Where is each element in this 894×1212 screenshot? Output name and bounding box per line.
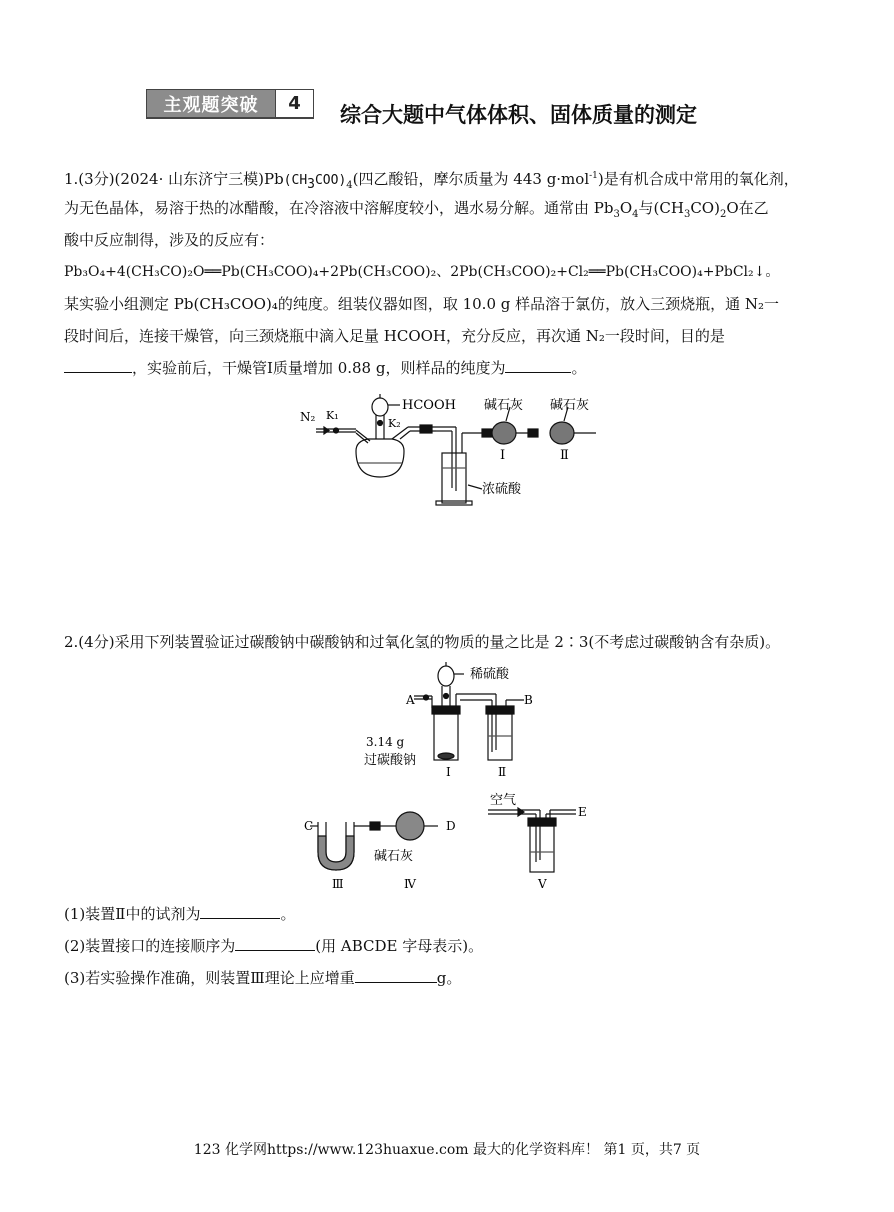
label-port-a: A xyxy=(406,693,415,707)
q2-sub-1: (1)装置Ⅱ中的试剂为 。 xyxy=(64,905,296,923)
answer-blank-1[interactable] xyxy=(64,358,132,373)
label-sample-mass: 3.14 g xyxy=(366,735,405,749)
page-title: 综合大题中气体体积、固体质量的测定 xyxy=(340,103,697,127)
label-tube-1: Ⅰ xyxy=(500,448,506,463)
label-port-c: C xyxy=(304,819,314,833)
apparatus-figure-2 xyxy=(360,660,550,780)
label-lime-1: 碱石灰 xyxy=(484,398,524,413)
label-bottle-5: Ⅴ xyxy=(538,877,547,891)
answer-blank-3[interactable] xyxy=(200,904,280,919)
q1-line-7: ，实验前后，干燥管Ⅰ质量增加 0.88 g，则样品的纯度为 。 xyxy=(64,358,586,378)
label-conc-sulfuric: 浓硫酸 xyxy=(482,482,522,497)
apparatus-figure-4 xyxy=(484,790,594,892)
label-lime: 碱石灰 xyxy=(374,849,414,864)
label-dilute-sulfuric: 稀硫酸 xyxy=(470,667,510,682)
q1-line-5: 某实验小组测定 Pb(CH₃COO)₄的纯度。组装仪器如图，取 10.0 g 样品溶于氯仿，放入三颈烧瓶，通 N₂一 xyxy=(64,295,780,313)
apparatus-figure-3 xyxy=(304,796,468,892)
q1-line-6: 段时间后，连接干燥管，向三颈烧瓶中滴入足量 HCOOH，充分反应，再次通 N₂一段时间，目的是 xyxy=(64,327,725,345)
label-lime-2: 碱石灰 xyxy=(550,398,590,413)
label-k1: K₁ xyxy=(326,409,339,422)
label-bottle-1: Ⅰ xyxy=(446,765,451,779)
q1-line-2: 为无色晶体，易溶于热的冰醋酸，在冷溶液中溶解度较小，遇水易分解。通常由 $Pb_3O_4$与$(CH_3CO)_2O$在乙 xyxy=(64,199,769,220)
q1-equation: Pb₃O₄+4(CH₃CO)₂O══Pb(CH₃COO)₄+2Pb(CH₃COO)₂、2Pb(CH₃COO)₂+Cl₂══Pb(CH₃COO)₄+PbCl₂↓。 xyxy=(64,264,780,280)
q2-sub-2: (2)装置接口的连接顺序为 (用 ABCDE 字母表示)。 xyxy=(64,937,484,955)
answer-blank-5[interactable] xyxy=(355,968,437,983)
page-footer: 123 化学网https://www.123huaxue.com 最大的化学资料库！ 第1 页，共7 页 xyxy=(193,1142,701,1158)
q2-line-1: 2.(4分)采用下列装置验证过碳酸钠中碳酸钠和过氧化氢的物质的量之比是 2∶3(不考虑过碳酸钠含有杂质)。 xyxy=(64,633,781,651)
q1-line-3: 酸中反应制得，涉及的反应有： xyxy=(64,231,275,249)
answer-blank-2[interactable] xyxy=(505,358,571,373)
label-tube-4: Ⅳ xyxy=(404,877,416,891)
q1-line-1: 1.(3分)(2024· 山东济宁三模)$Pb(CH_3COO)_4$(四乙酸铅，摩尔质量为 443 g·mol$^{-1}$)是有机合成中常用的氧化剂， xyxy=(64,170,799,192)
label-tube-2: Ⅱ xyxy=(560,448,569,463)
section-badge-number: 4 xyxy=(275,90,313,117)
section-badge-label: 主观题突破 xyxy=(147,90,275,117)
label-port-b: B xyxy=(524,693,533,707)
label-k2: K₂ xyxy=(388,417,401,430)
label-hcooh: HCOOH xyxy=(402,398,456,413)
badge-underline xyxy=(146,117,314,119)
label-port-e: E xyxy=(578,805,587,819)
label-sample: 过碳酸钠 xyxy=(364,753,417,768)
label-port-d: D xyxy=(446,819,456,833)
label-bottle-2: Ⅱ xyxy=(498,765,507,779)
label-utube-3: Ⅲ xyxy=(332,877,344,891)
q2-sub-3: (3)若实验操作准确，则装置Ⅲ理论上应增重 g。 xyxy=(64,969,462,987)
answer-blank-4[interactable] xyxy=(235,936,315,951)
label-n2: N₂ xyxy=(300,410,316,424)
label-air: 空气 xyxy=(490,793,517,808)
section-badge xyxy=(146,89,314,118)
apparatus-figure-1 xyxy=(296,393,606,509)
